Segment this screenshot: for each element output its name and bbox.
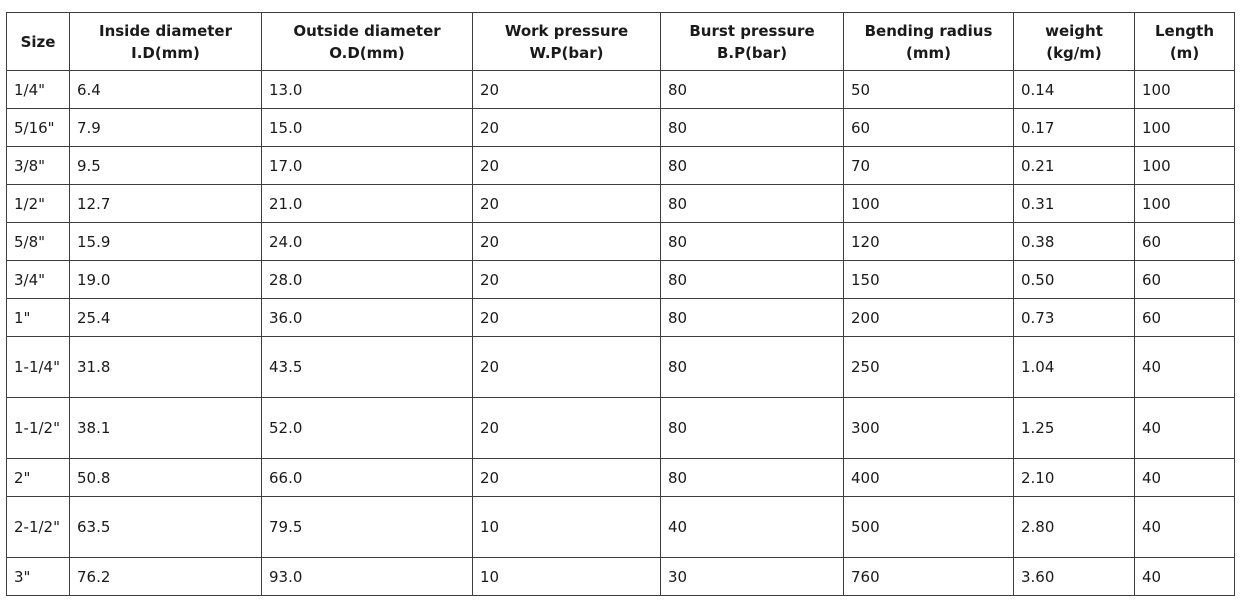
cell-bending-radius: 60 [844,109,1014,147]
cell-burst-pressure: 80 [661,459,844,497]
cell-size: 1/4" [7,71,70,109]
cell-work-pressure: 20 [473,299,661,337]
cell-burst-pressure: 80 [661,337,844,398]
table-row [7,223,1235,261]
cell-inside-diameter: 12.7 [70,185,262,223]
cell-work-pressure: 20 [473,109,661,147]
table-row [7,109,1235,147]
cell-length: 60 [1135,223,1235,261]
cell-work-pressure: 20 [473,261,661,299]
cell-outside-diameter: 36.0 [262,299,473,337]
cell-size: 1" [7,299,70,337]
header-inside-diameter [70,13,262,71]
cell-weight: 0.17 [1014,109,1135,147]
cell-weight: 0.50 [1014,261,1135,299]
cell-bending-radius: 150 [844,261,1014,299]
cell-length: 100 [1135,109,1235,147]
header-inside-diameter-line1: Inside diameter [98,21,232,40]
cell-outside-diameter: 15.0 [262,109,473,147]
cell-bending-radius: 50 [844,71,1014,109]
cell-outside-diameter: 52.0 [262,398,473,459]
cell-size: 2-1/2" [7,497,70,558]
cell-work-pressure: 20 [473,223,661,261]
cell-inside-diameter: 9.5 [70,147,262,185]
header-work-pressure [473,13,661,71]
header-size-label: Size [20,32,56,51]
header-burst-pressure [661,13,844,71]
header-length-line2: (m) [1169,43,1200,62]
cell-length: 40 [1135,459,1235,497]
header-weight [1014,13,1135,71]
header-outside-diameter [262,13,473,71]
cell-length: 40 [1135,337,1235,398]
header-row [7,13,1235,71]
cell-weight: 0.21 [1014,147,1135,185]
table-row [7,459,1235,497]
cell-length: 100 [1135,147,1235,185]
cell-weight: 0.38 [1014,223,1135,261]
cell-length: 40 [1135,497,1235,558]
cell-bending-radius: 250 [844,337,1014,398]
header-weight-line2: (kg/m) [1046,43,1102,62]
header-bending-radius-line2: (mm) [906,43,951,62]
cell-work-pressure: 20 [473,71,661,109]
cell-weight: 1.25 [1014,398,1135,459]
cell-burst-pressure: 80 [661,185,844,223]
cell-size: 5/8" [7,223,70,261]
cell-weight: 0.31 [1014,185,1135,223]
cell-bending-radius: 300 [844,398,1014,459]
cell-outside-diameter: 17.0 [262,147,473,185]
cell-work-pressure: 20 [473,147,661,185]
cell-size: 5/16" [7,109,70,147]
header-outside-diameter-line2: O.D(mm) [329,43,405,62]
cell-work-pressure: 20 [473,459,661,497]
cell-inside-diameter: 63.5 [70,497,262,558]
cell-outside-diameter: 24.0 [262,223,473,261]
table-row [7,261,1235,299]
cell-length: 40 [1135,558,1235,596]
cell-outside-diameter: 28.0 [262,261,473,299]
cell-work-pressure: 20 [473,337,661,398]
hose-spec-table [6,12,1235,596]
header-inside-diameter-line2: I.D(mm) [131,43,200,62]
cell-bending-radius: 200 [844,299,1014,337]
table-row [7,147,1235,185]
cell-burst-pressure: 80 [661,147,844,185]
cell-outside-diameter: 43.5 [262,337,473,398]
cell-work-pressure: 20 [473,398,661,459]
cell-bending-radius: 400 [844,459,1014,497]
cell-inside-diameter: 6.4 [70,71,262,109]
cell-inside-diameter: 38.1 [70,398,262,459]
cell-size: 3/4" [7,261,70,299]
cell-work-pressure: 10 [473,558,661,596]
cell-bending-radius: 120 [844,223,1014,261]
header-length [1135,13,1235,71]
header-bending-radius-line1: Bending radius [864,21,993,40]
cell-weight: 2.80 [1014,497,1135,558]
cell-burst-pressure: 80 [661,261,844,299]
cell-inside-diameter: 31.8 [70,337,262,398]
cell-inside-diameter: 76.2 [70,558,262,596]
cell-bending-radius: 70 [844,147,1014,185]
cell-burst-pressure: 80 [661,398,844,459]
cell-burst-pressure: 40 [661,497,844,558]
header-work-pressure-line1: Work pressure [504,21,629,40]
cell-inside-diameter: 15.9 [70,223,262,261]
cell-length: 40 [1135,398,1235,459]
cell-burst-pressure: 80 [661,299,844,337]
cell-length: 100 [1135,185,1235,223]
cell-weight: 3.60 [1014,558,1135,596]
header-size [7,13,70,71]
cell-outside-diameter: 93.0 [262,558,473,596]
cell-size: 1-1/2" [7,398,70,459]
table-row [7,398,1235,459]
cell-weight: 1.04 [1014,337,1135,398]
cell-size: 1-1/4" [7,337,70,398]
cell-length: 100 [1135,71,1235,109]
cell-work-pressure: 20 [473,185,661,223]
cell-inside-diameter: 25.4 [70,299,262,337]
cell-outside-diameter: 66.0 [262,459,473,497]
table-row [7,71,1235,109]
header-outside-diameter-line1: Outside diameter [293,21,441,40]
header-burst-pressure-line1: Burst pressure [689,21,815,40]
cell-bending-radius: 100 [844,185,1014,223]
cell-length: 60 [1135,299,1235,337]
cell-size: 3/8" [7,147,70,185]
table-row [7,337,1235,398]
header-burst-pressure-line2: B.P(bar) [716,43,788,62]
cell-outside-diameter: 79.5 [262,497,473,558]
cell-size: 3" [7,558,70,596]
cell-size: 1/2" [7,185,70,223]
header-length-line1: Length [1155,21,1214,40]
cell-weight: 2.10 [1014,459,1135,497]
cell-work-pressure: 10 [473,497,661,558]
table-row [7,558,1235,596]
cell-inside-diameter: 19.0 [70,261,262,299]
cell-weight: 0.73 [1014,299,1135,337]
table-row [7,299,1235,337]
cell-bending-radius: 500 [844,497,1014,558]
cell-outside-diameter: 21.0 [262,185,473,223]
cell-length: 60 [1135,261,1235,299]
cell-burst-pressure: 30 [661,558,844,596]
header-weight-line1: weight [1045,21,1103,40]
cell-burst-pressure: 80 [661,109,844,147]
header-work-pressure-line2: W.P(bar) [529,43,604,62]
header-bending-radius [844,13,1014,71]
cell-bending-radius: 760 [844,558,1014,596]
cell-burst-pressure: 80 [661,71,844,109]
table-row [7,185,1235,223]
cell-weight: 0.14 [1014,71,1135,109]
cell-burst-pressure: 80 [661,223,844,261]
table-row [7,497,1235,558]
cell-inside-diameter: 7.9 [70,109,262,147]
cell-outside-diameter: 13.0 [262,71,473,109]
cell-size: 2" [7,459,70,497]
cell-inside-diameter: 50.8 [70,459,262,497]
